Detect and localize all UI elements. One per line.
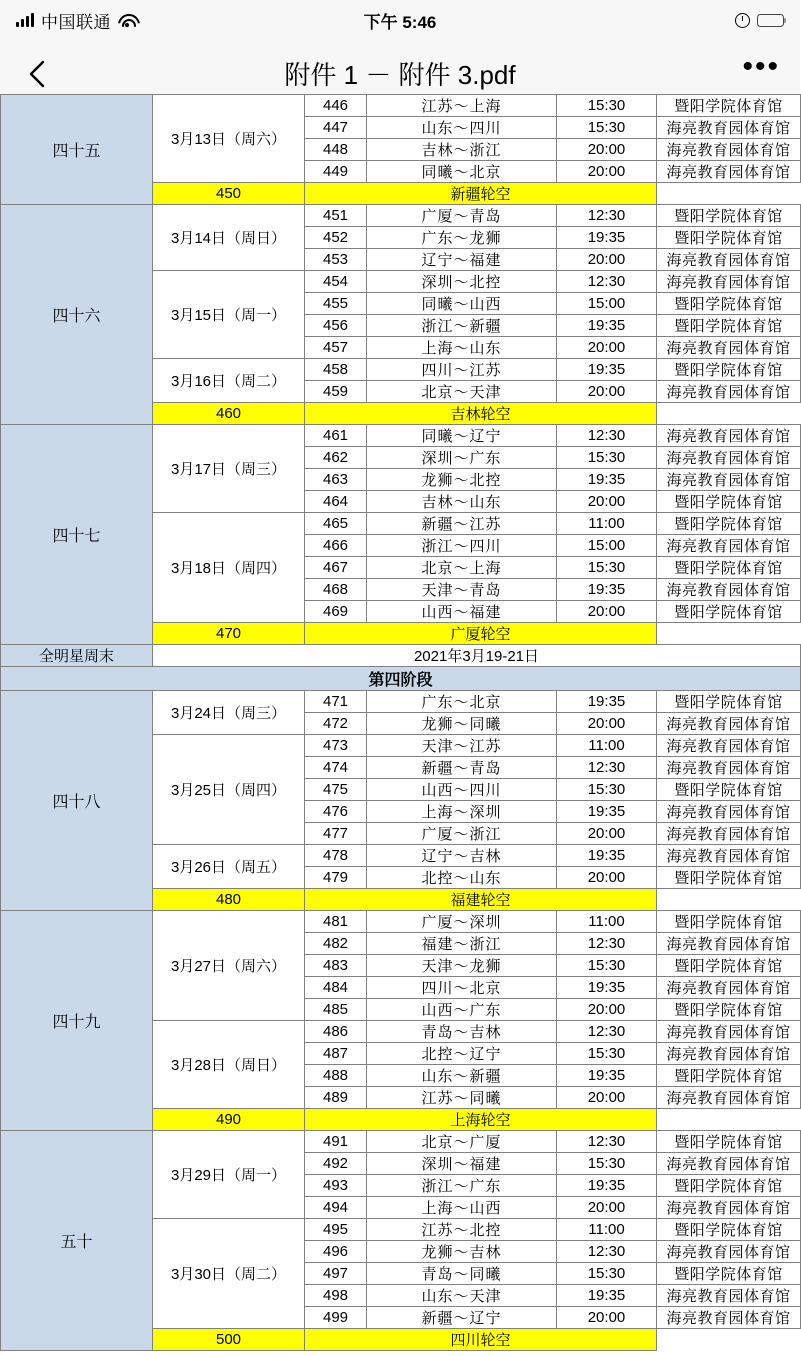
match-number-cell: 485 xyxy=(305,999,367,1021)
venue-cell: 海亮教育园体育馆 xyxy=(657,1197,801,1219)
match-number-cell: 470 xyxy=(153,623,305,645)
bye-label: 新疆轮空 xyxy=(305,183,657,205)
tipoff-time-cell: 12:30 xyxy=(557,425,657,447)
tipoff-time-cell: 20:00 xyxy=(557,867,657,889)
venue-cell: 海亮教育园体育馆 xyxy=(657,447,801,469)
match-number-cell: 500 xyxy=(153,1329,305,1351)
pdf-document-view[interactable] xyxy=(0,94,800,1349)
match-number-cell: 465 xyxy=(305,513,367,535)
venue-cell: 海亮教育园体育馆 xyxy=(657,1043,801,1065)
schedule-table xyxy=(0,94,801,1351)
venue-cell: 暨阳学院体育馆 xyxy=(657,513,801,535)
match-number-cell: 471 xyxy=(305,691,367,713)
tipoff-time-cell: 20:00 xyxy=(557,139,657,161)
matchup-cell: 同曦～辽宁 xyxy=(367,425,557,447)
match-number-cell: 492 xyxy=(305,1153,367,1175)
tipoff-time-cell: 15:30 xyxy=(557,779,657,801)
venue-cell: 海亮教育园体育馆 xyxy=(657,1285,801,1307)
tipoff-time-cell: 12:30 xyxy=(557,933,657,955)
venue-cell: 海亮教育园体育馆 xyxy=(657,713,801,735)
matchup-cell: 江苏～北控 xyxy=(367,1219,557,1241)
venue-cell: 暨阳学院体育馆 xyxy=(657,779,801,801)
match-number-cell: 450 xyxy=(153,183,305,205)
matchup-cell: 新疆～辽宁 xyxy=(367,1307,557,1329)
stage-header-row xyxy=(1,667,801,691)
date-cell: 3月26日（周五） xyxy=(153,845,305,889)
venue-cell: 暨阳学院体育馆 xyxy=(657,205,801,227)
table-row xyxy=(1,425,801,447)
match-number-cell: 463 xyxy=(305,469,367,491)
match-number-cell: 447 xyxy=(305,117,367,139)
matchup-cell: 天津～青岛 xyxy=(367,579,557,601)
venue-cell: 海亮教育园体育馆 xyxy=(657,271,801,293)
match-number-cell: 467 xyxy=(305,557,367,579)
matchup-cell: 北京～上海 xyxy=(367,557,557,579)
match-number-cell: 469 xyxy=(305,601,367,623)
matchup-cell: 山西～福建 xyxy=(367,601,557,623)
table-row xyxy=(1,95,801,117)
venue-cell: 海亮教育园体育馆 xyxy=(657,139,801,161)
match-number-cell: 460 xyxy=(153,403,305,425)
match-number-cell: 482 xyxy=(305,933,367,955)
matchup-cell: 上海～山西 xyxy=(367,1197,557,1219)
match-number-cell: 472 xyxy=(305,713,367,735)
tipoff-time-cell: 20:00 xyxy=(557,337,657,359)
venue-cell: 海亮教育园体育馆 xyxy=(657,535,801,557)
match-number-cell: 498 xyxy=(305,1285,367,1307)
venue-cell: 海亮教育园体育馆 xyxy=(657,1307,801,1329)
match-number-cell: 480 xyxy=(153,889,305,911)
tipoff-time-cell: 12:30 xyxy=(557,1241,657,1263)
tipoff-time-cell: 15:30 xyxy=(557,1153,657,1175)
match-number-cell: 455 xyxy=(305,293,367,315)
all-star-dates: 2021年3月19-21日 xyxy=(153,645,801,667)
match-number-cell: 446 xyxy=(305,95,367,117)
all-star-label: 全明星周末 xyxy=(1,645,153,667)
venue-cell: 海亮教育园体育馆 xyxy=(657,425,801,447)
match-number-cell: 462 xyxy=(305,447,367,469)
venue-cell: 海亮教育园体育馆 xyxy=(657,757,801,779)
tipoff-time-cell: 11:00 xyxy=(557,1219,657,1241)
matchup-cell: 上海～深圳 xyxy=(367,801,557,823)
match-number-cell: 454 xyxy=(305,271,367,293)
all-star-row xyxy=(1,645,801,667)
venue-cell: 海亮教育园体育馆 xyxy=(657,117,801,139)
venue-cell: 海亮教育园体育馆 xyxy=(657,1241,801,1263)
tipoff-time-cell: 20:00 xyxy=(557,713,657,735)
battery-icon xyxy=(757,14,784,27)
matchup-cell: 北控～山东 xyxy=(367,867,557,889)
matchup-cell: 辽宁～福建 xyxy=(367,249,557,271)
match-number-cell: 486 xyxy=(305,1021,367,1043)
matchup-cell: 江苏～上海 xyxy=(367,95,557,117)
tipoff-time-cell: 15:00 xyxy=(557,293,657,315)
match-number-cell: 459 xyxy=(305,381,367,403)
venue-cell: 暨阳学院体育馆 xyxy=(657,955,801,977)
venue-cell: 暨阳学院体育馆 xyxy=(657,491,801,513)
tipoff-time-cell: 19:35 xyxy=(557,359,657,381)
matchup-cell: 浙江～四川 xyxy=(367,535,557,557)
matchup-cell: 四川～北京 xyxy=(367,977,557,999)
matchup-cell: 北京～天津 xyxy=(367,381,557,403)
tipoff-time-cell: 19:35 xyxy=(557,579,657,601)
venue-cell: 海亮教育园体育馆 xyxy=(657,735,801,757)
match-number-cell: 456 xyxy=(305,315,367,337)
matchup-cell: 山西～四川 xyxy=(367,779,557,801)
round-cell: 四十七 xyxy=(1,425,153,645)
tipoff-time-cell: 15:30 xyxy=(557,95,657,117)
date-cell: 3月16日（周二） xyxy=(153,359,305,403)
matchup-cell: 广厦～浙江 xyxy=(367,823,557,845)
bye-label: 福建轮空 xyxy=(305,889,657,911)
tipoff-time-cell: 20:00 xyxy=(557,161,657,183)
matchup-cell: 山东～新疆 xyxy=(367,1065,557,1087)
match-number-cell: 449 xyxy=(305,161,367,183)
venue-cell: 暨阳学院体育馆 xyxy=(657,1219,801,1241)
match-number-cell: 497 xyxy=(305,1263,367,1285)
tipoff-time-cell: 12:30 xyxy=(557,205,657,227)
venue-cell: 暨阳学院体育馆 xyxy=(657,557,801,579)
tipoff-time-cell: 20:00 xyxy=(557,249,657,271)
tipoff-time-cell: 20:00 xyxy=(557,381,657,403)
tipoff-time-cell: 19:35 xyxy=(557,977,657,999)
match-number-cell: 461 xyxy=(305,425,367,447)
match-number-cell: 477 xyxy=(305,823,367,845)
matchup-cell: 吉林～山东 xyxy=(367,491,557,513)
match-number-cell: 473 xyxy=(305,735,367,757)
table-row xyxy=(1,205,801,227)
page-title: 附件 1 － 附件 3.pdf xyxy=(284,60,516,90)
venue-cell: 暨阳学院体育馆 xyxy=(657,601,801,623)
match-number-cell: 491 xyxy=(305,1131,367,1153)
back-button[interactable] xyxy=(20,57,54,91)
tipoff-time-cell: 20:00 xyxy=(557,1197,657,1219)
matchup-cell: 同曦～北京 xyxy=(367,161,557,183)
chevron-left-icon xyxy=(28,59,46,89)
tipoff-time-cell: 19:35 xyxy=(557,1065,657,1087)
tipoff-time-cell: 20:00 xyxy=(557,601,657,623)
matchup-cell: 广东～龙狮 xyxy=(367,227,557,249)
venue-cell: 暨阳学院体育馆 xyxy=(657,359,801,381)
matchup-cell: 青岛～同曦 xyxy=(367,1263,557,1285)
venue-cell: 海亮教育园体育馆 xyxy=(657,381,801,403)
date-cell: 3月14日（周日） xyxy=(153,205,305,271)
match-number-cell: 489 xyxy=(305,1087,367,1109)
bye-label: 上海轮空 xyxy=(305,1109,657,1131)
tipoff-time-cell: 15:30 xyxy=(557,955,657,977)
venue-cell: 海亮教育园体育馆 xyxy=(657,1153,801,1175)
match-number-cell: 468 xyxy=(305,579,367,601)
tipoff-time-cell: 12:30 xyxy=(557,1021,657,1043)
matchup-cell: 北控～辽宁 xyxy=(367,1043,557,1065)
date-cell: 3月28日（周日） xyxy=(153,1021,305,1109)
matchup-cell: 山东～四川 xyxy=(367,117,557,139)
matchup-cell: 深圳～北控 xyxy=(367,271,557,293)
table-row xyxy=(1,911,801,933)
matchup-cell: 江苏～同曦 xyxy=(367,1087,557,1109)
venue-cell: 海亮教育园体育馆 xyxy=(657,1021,801,1043)
matchup-cell: 四川～江苏 xyxy=(367,359,557,381)
matchup-cell: 广东～北京 xyxy=(367,691,557,713)
bye-label: 四川轮空 xyxy=(305,1329,657,1351)
tipoff-time-cell: 12:30 xyxy=(557,1131,657,1153)
tipoff-time-cell: 15:00 xyxy=(557,535,657,557)
tipoff-time-cell: 20:00 xyxy=(557,999,657,1021)
venue-cell: 海亮教育园体育馆 xyxy=(657,801,801,823)
date-cell: 3月25日（周四） xyxy=(153,735,305,845)
date-cell: 3月17日（周三） xyxy=(153,425,305,513)
match-number-cell: 466 xyxy=(305,535,367,557)
matchup-cell: 福建～浙江 xyxy=(367,933,557,955)
match-number-cell: 475 xyxy=(305,779,367,801)
matchup-cell: 深圳～广东 xyxy=(367,447,557,469)
round-cell: 四十九 xyxy=(1,911,153,1131)
matchup-cell: 龙狮～吉林 xyxy=(367,1241,557,1263)
match-number-cell: 452 xyxy=(305,227,367,249)
matchup-cell: 浙江～广东 xyxy=(367,1175,557,1197)
matchup-cell: 上海～山东 xyxy=(367,337,557,359)
matchup-cell: 辽宁～吉林 xyxy=(367,845,557,867)
venue-cell: 海亮教育园体育馆 xyxy=(657,1087,801,1109)
tipoff-time-cell: 20:00 xyxy=(557,1087,657,1109)
venue-cell: 暨阳学院体育馆 xyxy=(657,227,801,249)
match-number-cell: 496 xyxy=(305,1241,367,1263)
tipoff-time-cell: 20:00 xyxy=(557,491,657,513)
venue-cell: 暨阳学院体育馆 xyxy=(657,95,801,117)
tipoff-time-cell: 19:35 xyxy=(557,845,657,867)
more-options-button[interactable]: ••• xyxy=(742,49,780,83)
matchup-cell: 青岛～吉林 xyxy=(367,1021,557,1043)
tipoff-time-cell: 19:35 xyxy=(557,469,657,491)
venue-cell: 海亮教育园体育馆 xyxy=(657,845,801,867)
venue-cell: 海亮教育园体育馆 xyxy=(657,933,801,955)
round-cell: 四十五 xyxy=(1,95,153,205)
venue-cell: 海亮教育园体育馆 xyxy=(657,823,801,845)
match-number-cell: 451 xyxy=(305,205,367,227)
matchup-cell: 广厦～深圳 xyxy=(367,911,557,933)
tipoff-time-cell: 11:00 xyxy=(557,735,657,757)
tipoff-time-cell: 11:00 xyxy=(557,513,657,535)
matchup-cell: 山东～天津 xyxy=(367,1285,557,1307)
matchup-cell: 同曦～山西 xyxy=(367,293,557,315)
match-number-cell: 453 xyxy=(305,249,367,271)
match-number-cell: 490 xyxy=(153,1109,305,1131)
venue-cell: 海亮教育园体育馆 xyxy=(657,469,801,491)
table-row xyxy=(1,691,801,713)
status-bar-right xyxy=(735,13,784,28)
match-number-cell: 499 xyxy=(305,1307,367,1329)
tipoff-time-cell: 19:35 xyxy=(557,801,657,823)
match-number-cell: 478 xyxy=(305,845,367,867)
venue-cell: 暨阳学院体育馆 xyxy=(657,293,801,315)
round-cell: 五十 xyxy=(1,1131,153,1351)
tipoff-time-cell: 20:00 xyxy=(557,1307,657,1329)
tipoff-time-cell: 11:00 xyxy=(557,911,657,933)
venue-cell: 暨阳学院体育馆 xyxy=(657,1175,801,1197)
tipoff-time-cell: 19:35 xyxy=(557,691,657,713)
match-number-cell: 483 xyxy=(305,955,367,977)
match-number-cell: 474 xyxy=(305,757,367,779)
tipoff-time-cell: 12:30 xyxy=(557,271,657,293)
match-number-cell: 481 xyxy=(305,911,367,933)
match-number-cell: 484 xyxy=(305,977,367,999)
match-number-cell: 487 xyxy=(305,1043,367,1065)
tipoff-time-cell: 20:00 xyxy=(557,823,657,845)
bye-label: 广厦轮空 xyxy=(305,623,657,645)
venue-cell: 暨阳学院体育馆 xyxy=(657,691,801,713)
venue-cell: 暨阳学院体育馆 xyxy=(657,1263,801,1285)
tipoff-time-cell: 19:35 xyxy=(557,1175,657,1197)
match-number-cell: 493 xyxy=(305,1175,367,1197)
match-number-cell: 476 xyxy=(305,801,367,823)
match-number-cell: 495 xyxy=(305,1219,367,1241)
matchup-cell: 天津～江苏 xyxy=(367,735,557,757)
matchup-cell: 北京～广厦 xyxy=(367,1131,557,1153)
match-number-cell: 479 xyxy=(305,867,367,889)
matchup-cell: 龙狮～北控 xyxy=(367,469,557,491)
venue-cell: 暨阳学院体育馆 xyxy=(657,867,801,889)
matchup-cell: 浙江～新疆 xyxy=(367,315,557,337)
date-cell: 3月13日（周六） xyxy=(153,95,305,183)
matchup-cell: 新疆～青岛 xyxy=(367,757,557,779)
venue-cell: 暨阳学院体育馆 xyxy=(657,999,801,1021)
match-number-cell: 494 xyxy=(305,1197,367,1219)
table-row xyxy=(1,1131,801,1153)
matchup-cell: 山西～广东 xyxy=(367,999,557,1021)
tipoff-time-cell: 15:30 xyxy=(557,447,657,469)
venue-cell: 暨阳学院体育馆 xyxy=(657,1065,801,1087)
match-number-cell: 458 xyxy=(305,359,367,381)
venue-cell: 暨阳学院体育馆 xyxy=(657,911,801,933)
venue-cell: 海亮教育园体育馆 xyxy=(657,977,801,999)
tipoff-time-cell: 15:30 xyxy=(557,1263,657,1285)
matchup-cell: 新疆～江苏 xyxy=(367,513,557,535)
matchup-cell: 天津～龙狮 xyxy=(367,955,557,977)
tipoff-time-cell: 15:30 xyxy=(557,117,657,139)
tipoff-time-cell: 15:30 xyxy=(557,557,657,579)
bye-label: 吉林轮空 xyxy=(305,403,657,425)
date-cell: 3月24日（周三） xyxy=(153,691,305,735)
venue-cell: 暨阳学院体育馆 xyxy=(657,315,801,337)
round-cell: 四十八 xyxy=(1,691,153,911)
status-bar xyxy=(0,0,800,40)
date-cell: 3月18日（周四） xyxy=(153,513,305,623)
venue-cell: 暨阳学院体育馆 xyxy=(657,1131,801,1153)
stage-label: 第四阶段 xyxy=(1,667,801,691)
match-number-cell: 488 xyxy=(305,1065,367,1087)
date-cell: 3月29日（周一） xyxy=(153,1131,305,1219)
matchup-cell: 广厦～青岛 xyxy=(367,205,557,227)
round-cell: 四十六 xyxy=(1,205,153,425)
venue-cell: 海亮教育园体育馆 xyxy=(657,579,801,601)
carrier-label: 中国联通 xyxy=(41,12,111,32)
tipoff-time-cell: 19:35 xyxy=(557,315,657,337)
matchup-cell: 深圳～福建 xyxy=(367,1153,557,1175)
match-number-cell: 457 xyxy=(305,337,367,359)
matchup-cell: 龙狮～同曦 xyxy=(367,713,557,735)
matchup-cell: 吉林～浙江 xyxy=(367,139,557,161)
date-cell: 3月15日（周一） xyxy=(153,271,305,359)
date-cell: 3月27日（周六） xyxy=(153,911,305,1021)
date-cell: 3月30日（周二） xyxy=(153,1219,305,1329)
match-number-cell: 464 xyxy=(305,491,367,513)
venue-cell: 海亮教育园体育馆 xyxy=(657,337,801,359)
tipoff-time-cell: 19:35 xyxy=(557,227,657,249)
tipoff-time-cell: 15:30 xyxy=(557,1043,657,1065)
match-number-cell: 448 xyxy=(305,139,367,161)
tipoff-time-cell: 19:35 xyxy=(557,1285,657,1307)
status-bar-clock: 下午 5:46 xyxy=(363,12,437,32)
tipoff-time-cell: 12:30 xyxy=(557,757,657,779)
venue-cell: 海亮教育园体育馆 xyxy=(657,161,801,183)
rotation-lock-icon xyxy=(735,13,750,28)
venue-cell: 海亮教育园体育馆 xyxy=(657,249,801,271)
